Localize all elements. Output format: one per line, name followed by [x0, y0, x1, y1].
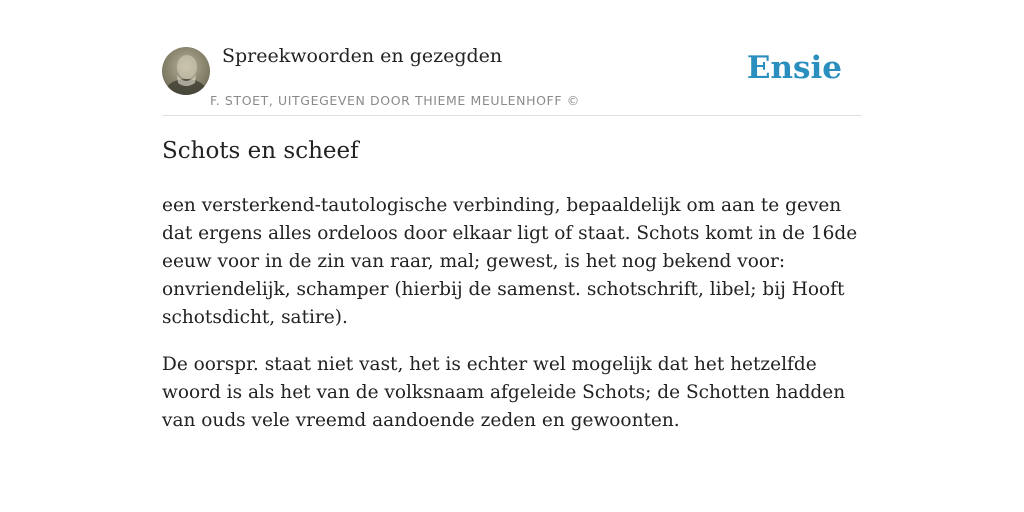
author-portrait-icon[interactable] — [162, 47, 210, 95]
entry-paragraph: De oorspr. staat niet vast, het is echter wel mogelijk dat het hetzelfde woord is als het van de volksnaam afgeleide Schots; de Schotten hadden van ouds vele vreemd aandoende zeden en gewoonten. — [162, 354, 846, 431]
entry-body — [162, 192, 862, 454]
entry-paragraph: een versterkend-tautologische verbinding, bepaaldelijk om aan te geven dat ergens alles ordeloos door elkaar ligt of staat. Schots komt in de 16de eeuw voor in de zin van raar, mal; gewest, is het nog bekend voor: onvriendelijk, schamper (hierbij de samenst. schotschrift, libel; bij Hooft schotsdicht, satire). — [162, 195, 858, 328]
entry-title: Schots en scheef — [162, 138, 359, 164]
ensie-logo[interactable]: Ensie — [746, 50, 842, 86]
source-credit: F. STOET, UITGEGEVEN DOOR THIEME MEULENHOFF © — [210, 93, 580, 108]
source-header — [162, 0, 862, 116]
source-title[interactable]: Spreekwoorden en gezegden — [222, 45, 503, 67]
